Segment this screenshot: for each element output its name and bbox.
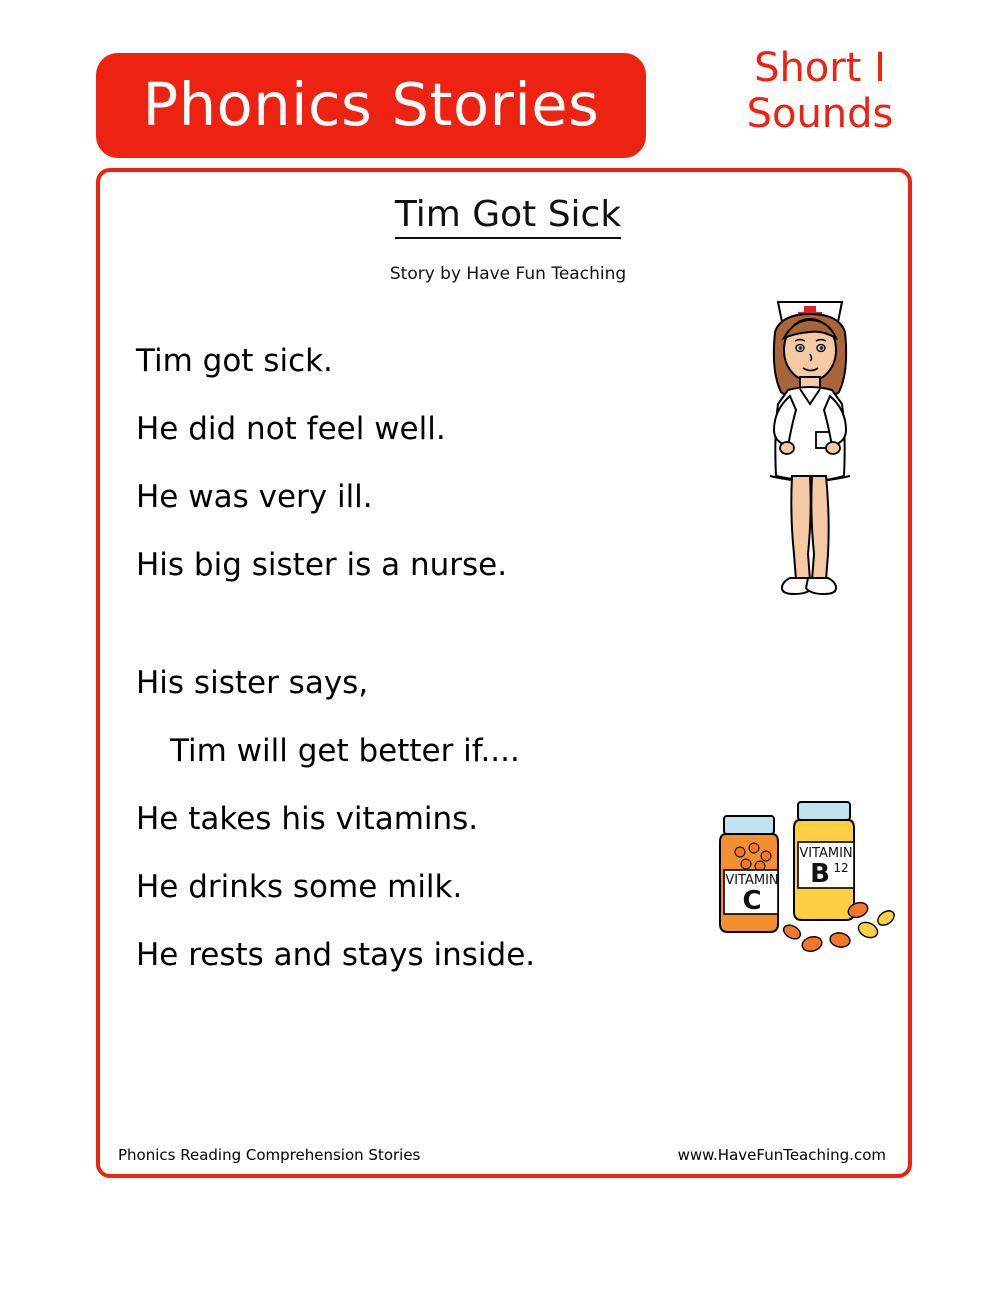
story-line: He takes his vitamins.: [136, 801, 479, 837]
story-body: [136, 327, 656, 989]
story-line-spacer: [136, 599, 656, 649]
story-sheet: [96, 168, 912, 1178]
svg-text:VITAMIN: VITAMIN: [799, 846, 853, 861]
svg-text:C: C: [742, 886, 762, 916]
story-line: Tim will get better if....: [170, 733, 520, 769]
story-line: Tim got sick.: [136, 343, 333, 379]
banner-title-text: Phonics Stories: [142, 70, 600, 139]
story-byline: Story by Have Fun Teaching: [389, 264, 627, 284]
footer-left-text: Phonics Reading Comprehension Stories: [118, 1146, 421, 1164]
story-line: His sister says,: [136, 665, 369, 701]
story-line: He was very ill.: [136, 479, 373, 515]
sound-focus-label: [660, 45, 980, 137]
vitamin-bottles-illustration: [700, 782, 920, 982]
svg-text:VITAMIN: VITAMIN: [725, 873, 779, 888]
story-line: He did not feel well.: [136, 411, 446, 447]
story-title: [100, 194, 916, 235]
banner-title-pill: [96, 53, 646, 158]
nurse-illustration: [730, 282, 890, 662]
sound-focus-line2: Sounds: [746, 91, 894, 137]
story-line: He drinks some milk.: [136, 869, 463, 905]
svg-text:12: 12: [833, 861, 849, 875]
story-line: He rests and stays inside.: [136, 937, 536, 973]
footer-right-url: www.HaveFunTeaching.com: [677, 1146, 886, 1164]
story-line: His big sister is a nurse.: [136, 547, 508, 583]
story-title-text: Tim Got Sick: [395, 194, 621, 239]
page-header: [0, 0, 1000, 165]
svg-text:B: B: [810, 859, 830, 889]
sound-focus-line1: Short I: [754, 45, 886, 91]
